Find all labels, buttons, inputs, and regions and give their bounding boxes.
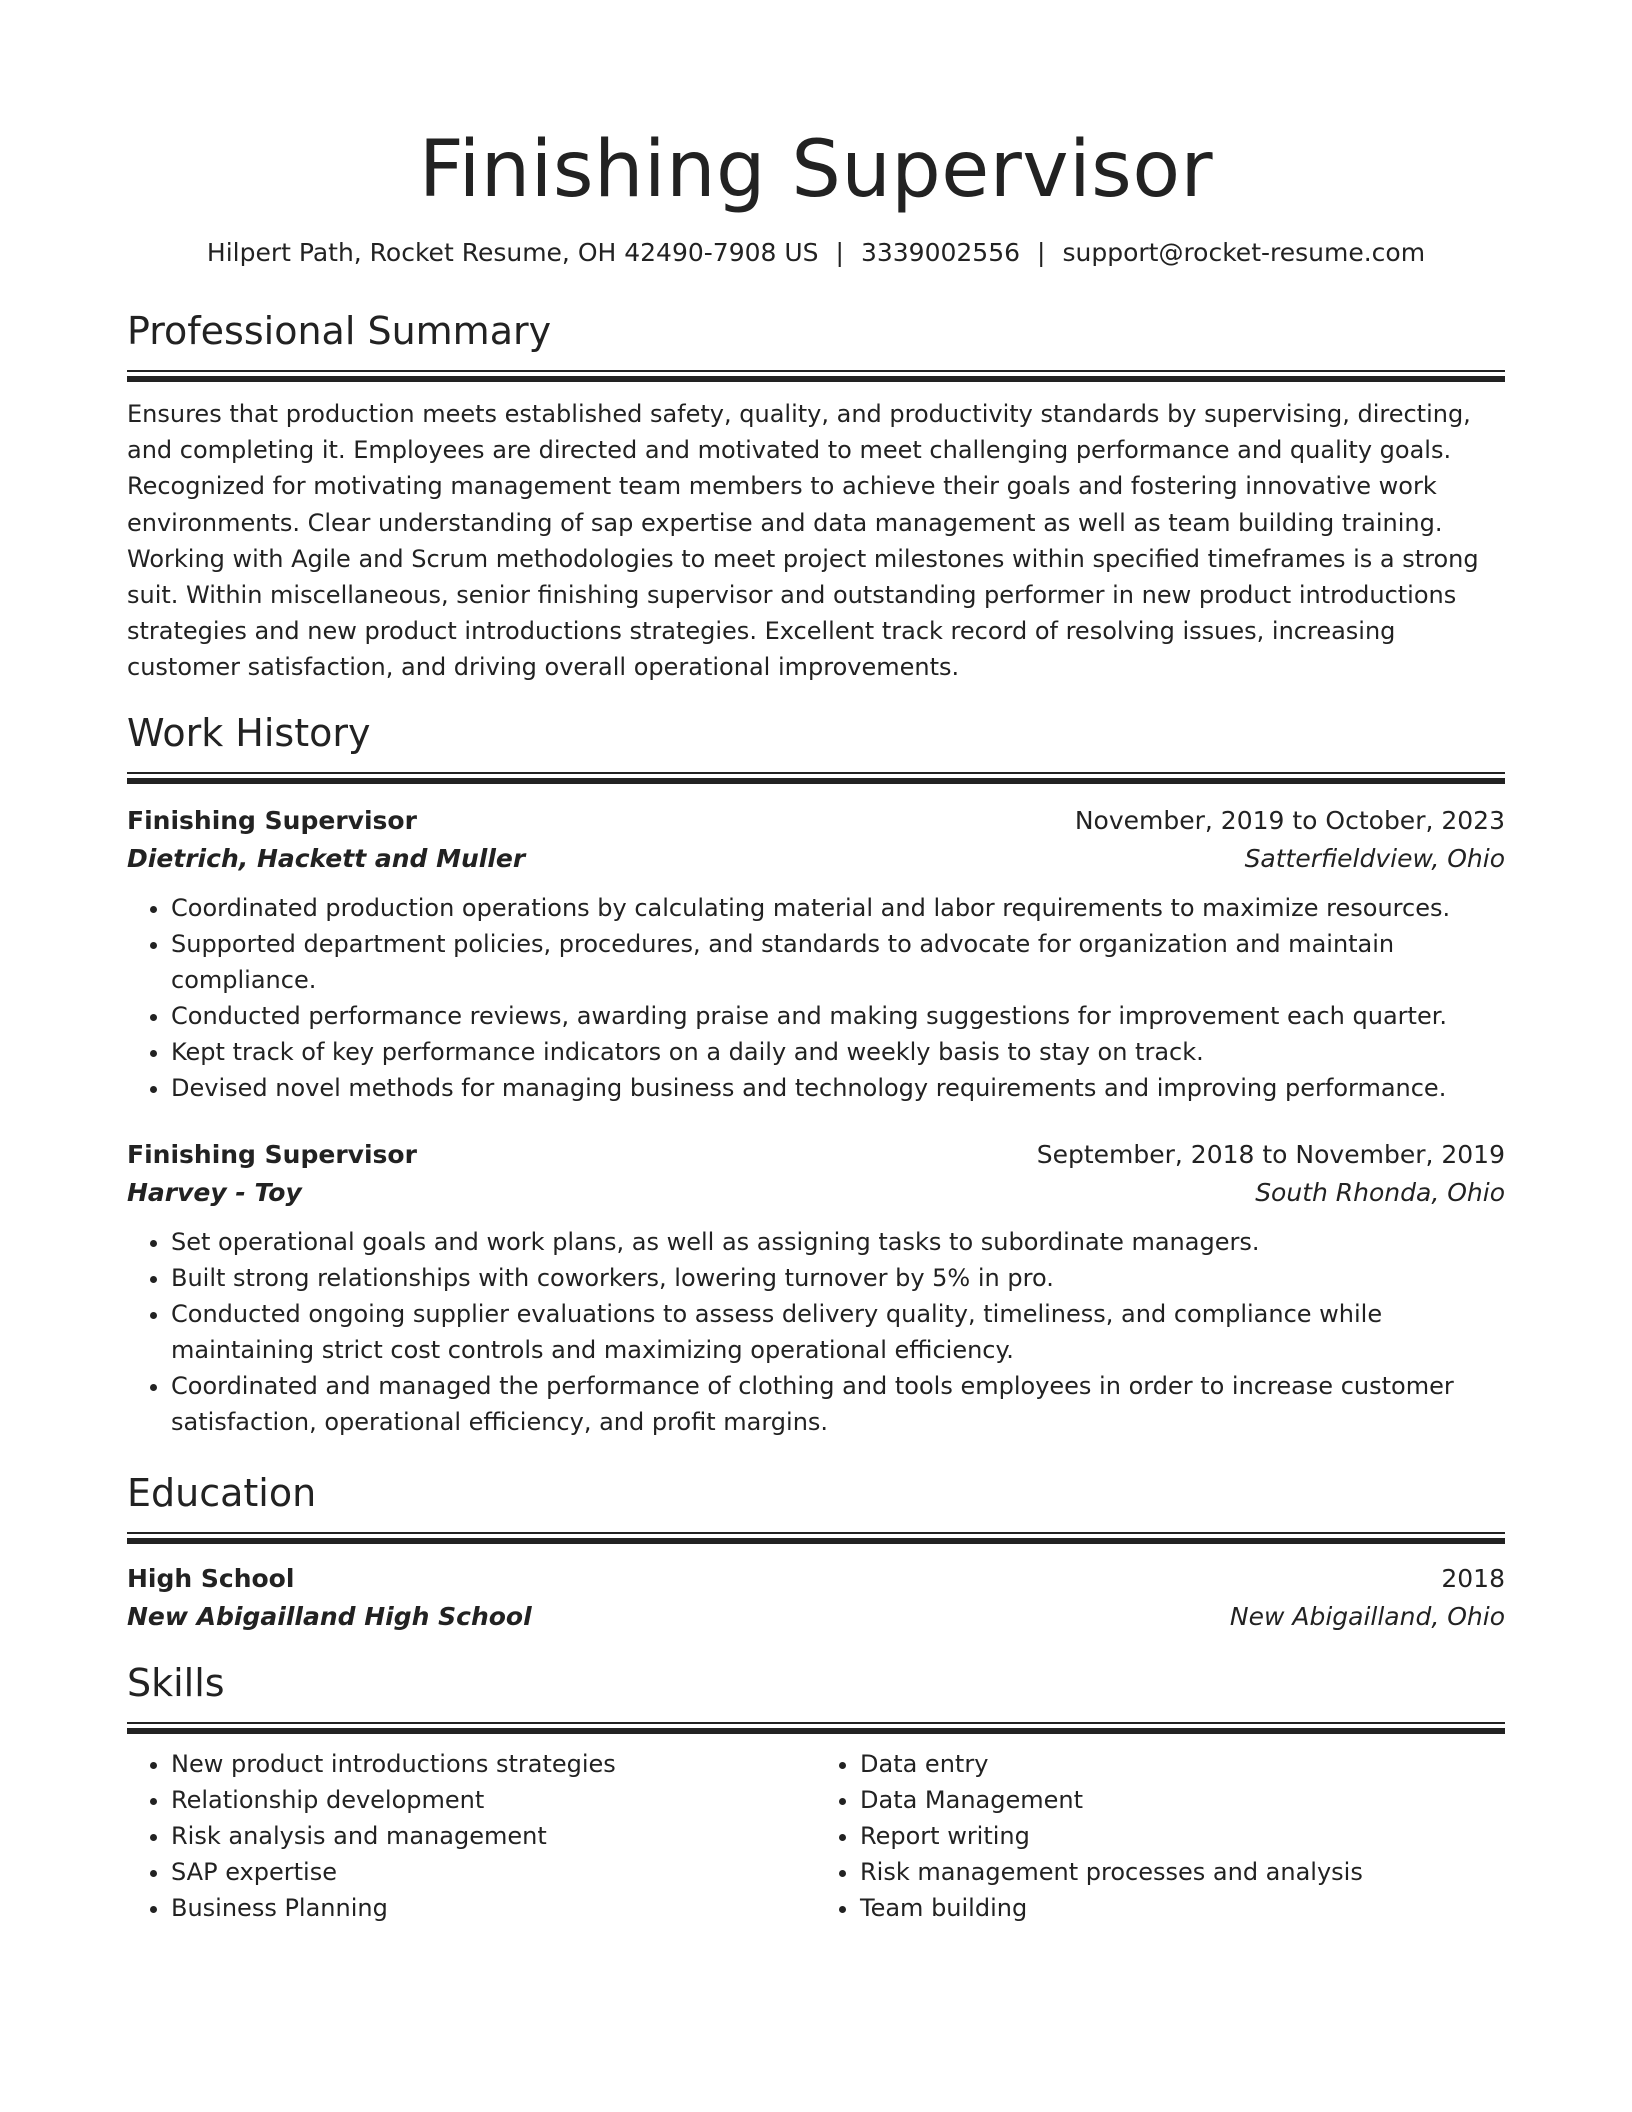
skills-left-list <box>127 1746 816 1926</box>
skills-right-list <box>816 1746 1505 1926</box>
education-location: New Abigailland, Ohio <box>1229 1601 1505 1631</box>
list-item: • Conducted performance reviews, awarding praise and making suggestions for improvement each quarter. <box>171 998 1505 1034</box>
contact-address: Hilpert Path, Rocket Resume, OH 42490-7908 US <box>206 238 819 267</box>
education-subheader <box>127 1598 1505 1636</box>
section-divider <box>127 1532 1505 1544</box>
job-subheader <box>127 840 1505 878</box>
job-location: South Rhonda, Ohio <box>1255 1177 1505 1207</box>
candidate-name: Finishing Supervisor <box>418 125 1214 215</box>
list-item: • Devised novel methods for managing business and technology requirements and improving performance. <box>171 1070 1505 1106</box>
section-heading: Skills <box>127 1660 225 1705</box>
work-history-section <box>127 708 1505 1440</box>
skill-item: • Relationship development <box>171 1782 816 1818</box>
job-dates: September, 2018 to November, 2019 <box>1036 1139 1505 1169</box>
job-subheader <box>127 1174 1505 1212</box>
contact-email: support@rocket-resume.com <box>1062 238 1426 267</box>
skill-item: • Business Planning <box>171 1890 816 1926</box>
skill-item: • Data Management <box>860 1782 1505 1818</box>
education-year: 2018 <box>1441 1563 1505 1593</box>
education-school: New Abigailland High School <box>127 1601 532 1631</box>
list-item: • Coordinated production operations by calculating material and labor requirements to maximize resources. <box>171 890 1505 926</box>
education-entry <box>127 1560 1505 1636</box>
skill-item: • Risk management processes and analysis <box>860 1854 1505 1890</box>
skill-item: • SAP expertise <box>171 1854 816 1890</box>
contact-separator: | <box>835 238 844 267</box>
section-heading: Education <box>127 1470 317 1515</box>
job-bullets <box>127 1224 1505 1440</box>
job-header <box>127 1136 1505 1174</box>
job-title: Finishing Supervisor <box>127 1139 417 1169</box>
section-divider <box>127 370 1505 382</box>
section-heading: Professional Summary <box>127 309 552 353</box>
skill-item: • Risk analysis and management <box>171 1818 816 1854</box>
job-company: Dietrich, Hackett and Muller <box>127 843 526 873</box>
job-dates: November, 2019 to October, 2023 <box>1074 805 1505 835</box>
summary-section <box>127 306 1505 686</box>
education-section <box>127 1468 1505 1636</box>
skills-section <box>127 1658 1505 1926</box>
skill-item: • Data entry <box>860 1746 1505 1782</box>
list-item: • Kept track of key performance indicators on a daily and weekly basis to stay on track. <box>171 1034 1505 1070</box>
list-item: • Supported department policies, procedures, and standards to advocate for organization and maintain compliance. <box>171 926 1505 998</box>
list-item: • Set operational goals and work plans, as well as assigning tasks to subordinate managers. <box>171 1224 1505 1260</box>
education-header <box>127 1560 1505 1598</box>
list-item: • Coordinated and managed the performance of clothing and tools employees in order to increase customer satisfaction, operational efficiency, and profit margins. <box>171 1368 1505 1440</box>
job-location: Satterfieldview, Ohio <box>1244 843 1505 873</box>
section-divider <box>127 772 1505 784</box>
education-degree: High School <box>127 1563 295 1593</box>
list-item: • Built strong relationships with coworkers, lowering turnover by 5% in pro. <box>171 1260 1505 1296</box>
section-divider <box>127 1722 1505 1734</box>
job-entry <box>127 802 1505 1106</box>
job-bullets <box>127 890 1505 1106</box>
list-item: • Conducted ongoing supplier evaluations to assess delivery quality, timeliness, and compliance while maintaining strict cost controls and maximizing operational efficiency. <box>171 1296 1505 1368</box>
contact-separator: | <box>1037 238 1046 267</box>
job-entry <box>127 1136 1505 1440</box>
job-company: Harvey - Toy <box>127 1177 302 1207</box>
skill-item: • Team building <box>860 1890 1505 1926</box>
skills-columns <box>127 1746 1505 1926</box>
summary-text: Ensures that production meets established safety, quality, and productivity standards by supervising, directing, and completing it. Employees are directed and motivated to meet challenging performance and quality goals. Recognized for motivating management team members to achieve their goals and fostering innovative work environments. Clear understanding of sap expertise and data management as well as team building training. Working with Agile and Scrum methodologies to meet project milestones within specified timeframes is a strong suit. Within miscellaneous, senior finishing supervisor and outstanding performer in new product introductions strategies and new product introductions strategies. Excellent track record of resolving issues, increasing customer satisfaction, and driving overall operational improvements. <box>127 400 1479 682</box>
skill-item: • Report writing <box>860 1818 1505 1854</box>
contact-phone: 3339002556 <box>860 238 1021 267</box>
section-heading: Work History <box>127 710 371 755</box>
contact-line <box>127 236 1505 270</box>
job-header <box>127 802 1505 840</box>
job-title: Finishing Supervisor <box>127 805 417 835</box>
skill-item: • New product introductions strategies <box>171 1746 816 1782</box>
